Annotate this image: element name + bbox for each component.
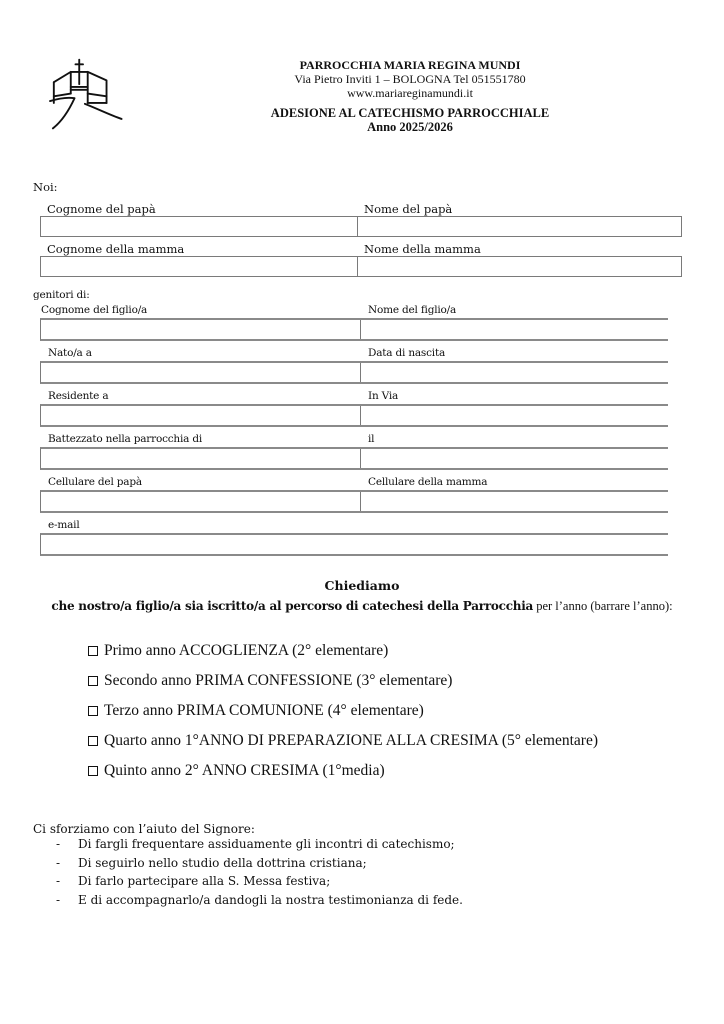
checkbox-icon[interactable]	[88, 646, 98, 656]
option-label: Quarto anno 1°ANNO DI PREPARAZIONE ALLA CRESIMA (5° elementare)	[104, 732, 598, 749]
option-year-3[interactable]	[88, 702, 424, 720]
request-title: Chiediamo	[324, 578, 400, 593]
church-logo-icon	[40, 54, 126, 134]
father-surname-input[interactable]	[41, 217, 358, 238]
field-label-birthplace: Nato/a a	[48, 347, 92, 359]
baptism-parish-input[interactable]	[41, 449, 361, 470]
commitment-item	[56, 893, 463, 907]
option-year-1[interactable]	[88, 642, 388, 660]
field-label-baptism-parish: Battezzato nella parrocchia di	[48, 433, 203, 445]
parents-intro: Noi:	[33, 180, 58, 194]
option-label: Terzo anno PRIMA COMUNIONE (4° elementare)	[104, 702, 424, 719]
birthdate-input[interactable]	[361, 363, 671, 384]
child-intro: genitori di:	[33, 289, 90, 301]
field-label-residence: Residente a	[48, 390, 109, 402]
birthplace-input[interactable]	[41, 363, 361, 384]
document-title: ADESIONE AL CATECHISMO PARROCCHIALE	[270, 106, 550, 120]
child-name-input[interactable]	[361, 320, 671, 341]
commitment-item	[56, 837, 455, 851]
mother-surname-input[interactable]	[41, 257, 358, 278]
option-year-4[interactable]	[88, 732, 598, 750]
option-year-5[interactable]	[88, 762, 385, 780]
option-label: Primo anno ACCOGLIENZA (2° elementare)	[104, 642, 389, 659]
checkbox-icon[interactable]	[88, 706, 98, 716]
father-name-input[interactable]	[358, 217, 684, 238]
field-label-mother-phone: Cellulare della mamma	[368, 476, 488, 488]
field-label-mother-surname: Cognome della mamma	[47, 242, 185, 256]
checkbox-icon[interactable]	[88, 736, 98, 746]
document-year: Anno 2025/2026	[367, 120, 453, 134]
commitments-title: Ci sforziamo con l’aiuto del Signore:	[33, 822, 255, 836]
father-phone-input[interactable]	[41, 492, 361, 513]
field-label-father-name: Nome del papà	[364, 202, 453, 216]
commitment-text: Di seguirlo nello studio della dottrina cristiana;	[78, 856, 367, 870]
parish-name: PARROCCHIA MARIA REGINA MUNDI	[299, 58, 521, 72]
email-input[interactable]	[41, 535, 671, 556]
checkbox-icon[interactable]	[88, 676, 98, 686]
request-line	[0, 599, 724, 614]
bullet-dash: -	[56, 856, 61, 870]
commitment-text: E di accompagnarlo/a dandogli la nostra testimonianza di fede.	[78, 893, 463, 907]
checkbox-icon[interactable]	[88, 766, 98, 776]
bullet-dash: -	[56, 893, 61, 907]
option-label: Secondo anno PRIMA CONFESSIONE (3° elementare)	[104, 672, 453, 689]
commitment-item	[56, 874, 330, 888]
bullet-dash: -	[56, 874, 61, 888]
residence-input[interactable]	[41, 406, 361, 427]
field-label-child-surname: Cognome del figlio/a	[41, 304, 148, 316]
commitment-text: Di farlo partecipare alla S. Messa festiva;	[78, 874, 331, 888]
commitment-text: Di fargli frequentare assiduamente gli incontri di catechismo;	[78, 837, 455, 851]
field-label-father-phone: Cellulare del papà	[48, 476, 142, 488]
option-label: Quinto anno 2° ANNO CRESIMA (1°media)	[104, 762, 385, 779]
commitment-item	[56, 856, 367, 870]
street-input[interactable]	[361, 406, 671, 427]
request-line-plain: per l’anno (barrare l’anno):	[533, 599, 673, 613]
mother-phone-input[interactable]	[361, 492, 671, 513]
child-surname-input[interactable]	[41, 320, 361, 341]
bullet-dash: -	[56, 837, 61, 851]
field-label-baptism-date: il	[368, 433, 375, 445]
field-label-child-name: Nome del figlio/a	[368, 304, 457, 316]
baptism-date-input[interactable]	[361, 449, 671, 470]
request-line-bold: che nostro/a figlio/a sia iscritto/a al percorso di catechesi della Parrocchia	[51, 599, 534, 613]
parish-address: Via Pietro Inviti 1 – BOLOGNA Tel 051551780	[294, 72, 526, 86]
field-label-birthdate: Data di nascita	[368, 347, 446, 359]
field-label-father-surname: Cognome del papà	[47, 202, 156, 216]
field-label-mother-name: Nome della mamma	[364, 242, 481, 256]
option-year-2[interactable]	[88, 672, 452, 690]
parish-website: www.mariareginamundi.it	[347, 86, 473, 100]
mother-name-input[interactable]	[358, 257, 684, 278]
field-label-street: In Via	[368, 390, 399, 402]
field-label-email: e-mail	[48, 519, 80, 531]
